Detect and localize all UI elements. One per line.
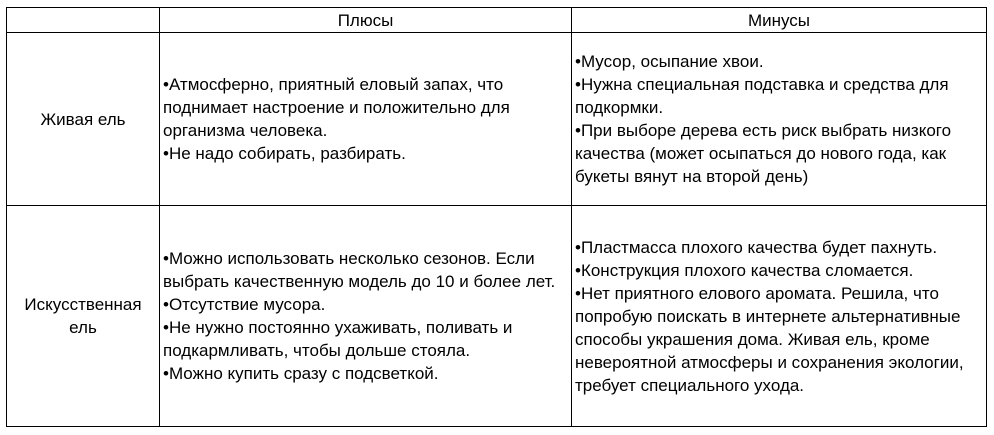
header-pros: Плюсы [160,8,572,33]
row-label-live-tree: Живая ель [7,33,160,206]
list-item: •Не надо собирать, разбирать. [163,144,406,163]
list-item: •Не нужно постоянно ухаживать, поливать и подкармливать, чтобы дольше стояла. [163,318,513,360]
list-item: •Нужна специальная подставка и средства для подкормки. [575,75,949,117]
header-empty-cell [7,8,160,33]
list-item: •Можно использовать несколько сезонов. Если выбрать качественную модель до 10 и более лет. [163,249,556,291]
list-item: •Пластмасса плохого качества будет пахнуть. [575,237,938,257]
table-row-live-tree [7,33,987,206]
pros-cell-live-tree [160,33,572,206]
cons-cell-artificial-tree [572,206,987,427]
header-row [7,8,987,33]
header-cons: Минусы [572,8,987,33]
row-label-artificial-tree: Искусственная ель [7,206,160,427]
list-item: •Атмосферно, приятный еловый запах, что поднимает настроение и положительно для организма человека. [163,75,510,140]
table-row-artificial-tree [7,206,987,427]
list-item: •Конструкция плохого качества сломается. [575,260,914,280]
comparison-table [6,7,987,427]
list-item: •Мусор, осыпание хвои. [575,52,764,71]
pros-cell-artificial-tree [160,206,572,427]
list-item: •При выборе дерева есть риск выбрать низкого качества (может осыпаться до нового года, как букеты вянут на второй день) [575,121,952,186]
list-item: •Можно купить сразу с подсветкой. [163,364,439,383]
list-item: •Нет приятного елового аромата. Решила, что попробую поискать в интернете альтернативные способы украшения дома. Живая ель, кроме невероятной атмосферы и сохранения экологии, требует специального ухода. [575,283,964,395]
cons-cell-live-tree [572,33,987,206]
list-item: •Отсутствие мусора. [163,295,326,314]
